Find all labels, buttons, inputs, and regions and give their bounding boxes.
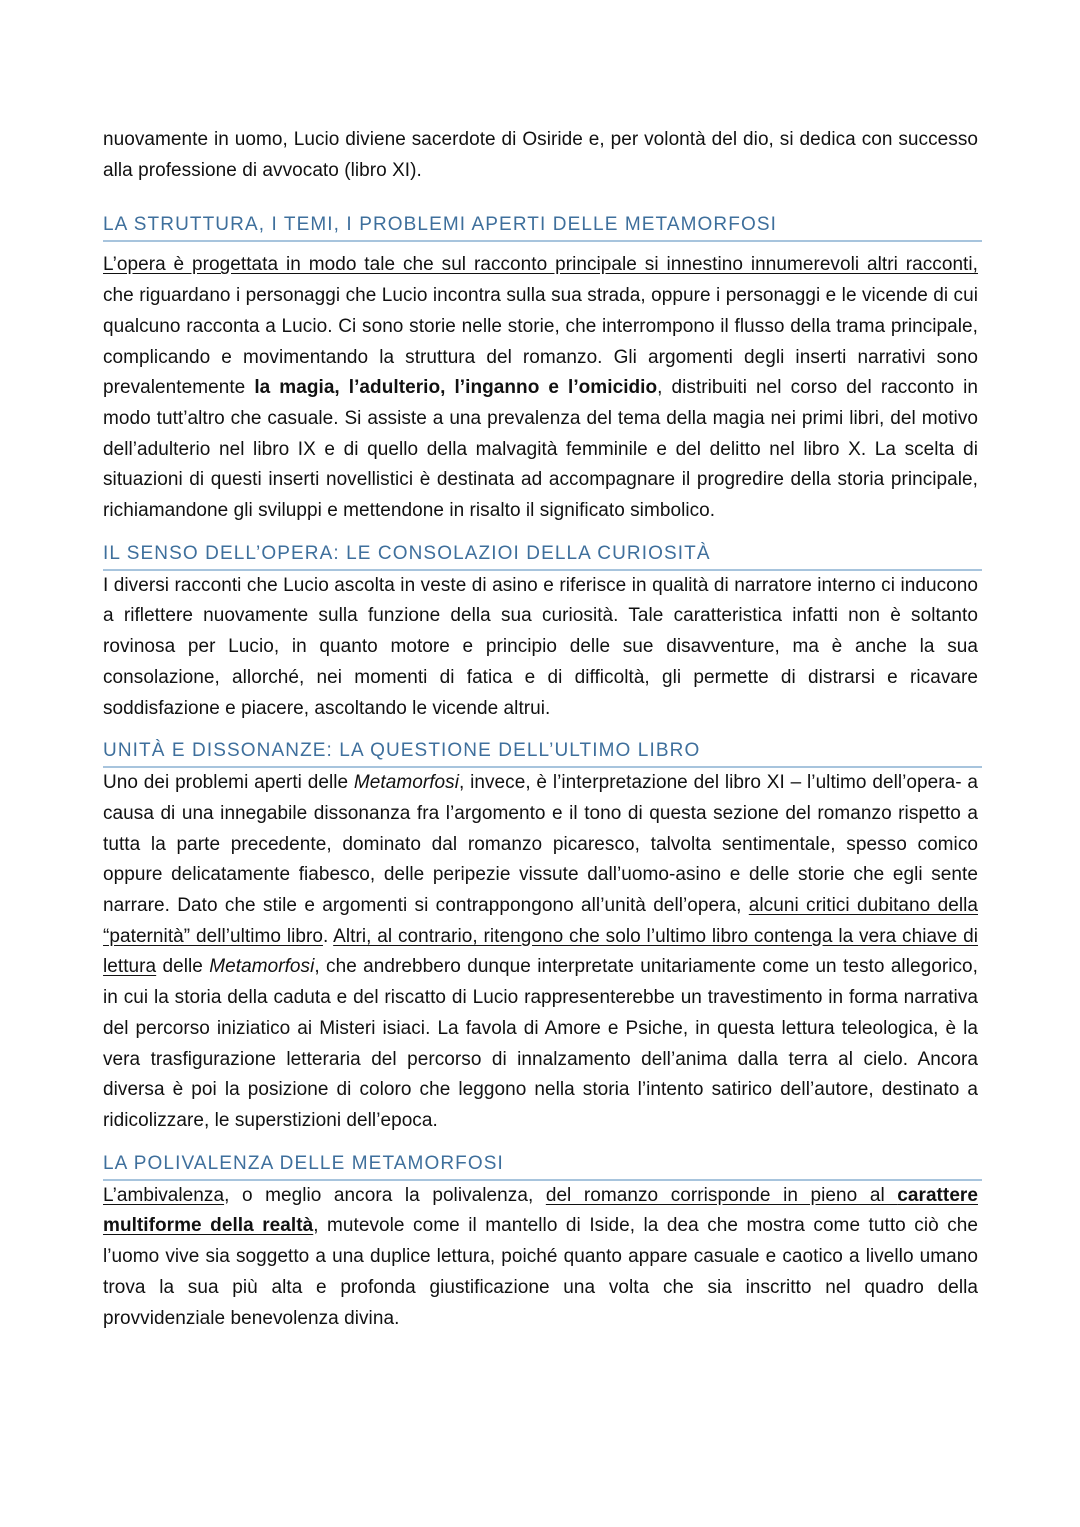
text-run: I diversi racconti che Lucio ascolta in veste di asino e riferisce in qualità di narratore interno ci inducono a riflettere nuovamente sulla funzione della sua curiosità. Tale caratteristica infatti non è soltanto rovinosa per Lucio, in quanto motore e principio delle sue disavventure, ma è anche la sua consolazione, allorché, nei momenti di fatica e di difficoltà, gli permette di distrarsi e ricavare soddisfazione e piacere, ascoltando le vicende altrui. [103,574,978,719]
section-paragraph-unita [103,768,978,1136]
intro-paragraph [103,125,978,186]
section-heading-struttura [103,212,982,242]
text-run: . [323,925,334,947]
text-run: delle [156,956,210,978]
underlined-text: L’opera è progettata in modo tale che sul racconto principale si innestino innumerevoli altri racconti, [103,254,978,276]
section-title: UNITÀ E DISSONANZE: LA QUESTIONE DELL’ULTIMO LIBRO [103,740,701,762]
italic-text: Metamorfosi [353,772,459,794]
text-run: , distribuiti nel corso del racconto in modo tutt’altro che casuale. Si assiste a una prevalenza del tema della magia nei primi libri, del motivo dell’adulterio nel libro IX e di quello della malvagità femminile e del delitto nel libro X. La scelta di situazioni di questi inserti novellistici è destinata ad accompagnare il progredire della storia principale, richiamandone gli sviluppi e mettendone in risalto il significato simbolico. [103,377,978,522]
text-run: Uno dei problemi aperti delle [103,772,354,794]
text-run: che riguardano i personaggi che Lucio incontra sulla sua strada, oppure i personaggi e le vicende di cui qualcuno racconta a Lucio. Ci sono storie nelle storie, che interrompono il flusso della trama principale, complicando e movimentando la struttura del romanzo. Gli argomenti degli inserti narrativi sono prevalentemente [103,285,978,399]
italic-text: Metamorfosi [209,956,315,978]
underlined-text: Altri, al contrario, ritengono che solo l’ultimo libro contenga la vera chiave di lettura [103,925,978,978]
text-run: , o meglio ancora la polivalenza, [224,1184,546,1206]
underlined-text: del romanzo corrisponde in pieno al [545,1184,898,1206]
section-heading-unita [103,738,982,768]
section-title: LA STRUTTURA, I TEMI, I PROBLEMI APERTI DELLE METAMORFOSI [103,214,777,236]
section-title: IL SENSO DELL’OPERA: LE CONSOLAZIOI DELLA CURIOSITÀ [103,542,711,564]
bold-underlined-text: carattere multiforme della realtà [103,1184,978,1237]
text-run: , che andrebbero dunque interpretate unitariamente come un testo allegorico, in cui la storia della caduta e del riscatto di Lucio rappresenterebbe un travestimento in forma narrativa del percorso iniziatico ai Misteri isiaci. La favola di Amore e Psiche, in questa lettura teleologica, è la vera trasfigurazione letteraria del percorso di innalzamento dell’anima dalla terra al cielo. Ancora diversa è poi la posizione di coloro che leggono nella storia l’intento satirico dell’autore, destinato a ridicolizzare, le superstizioni dell’epoca. [103,956,978,1131]
section-paragraph-struttura [103,250,978,526]
section-heading-polivalenza [103,1151,982,1181]
underlined-text: L’ambivalenza [103,1184,225,1206]
underlined-text: alcuni critici dubitano della “paternità” dell’ultimo libro [103,895,978,947]
text-run: nuovamente in uomo, Lucio diviene sacerdote di Osiride e, per volontà del dio, si dedica con successo alla professione di avvocato (libro XI). [103,129,978,181]
section-paragraph-senso [103,571,978,725]
section-title: LA POLIVALENZA DELLE METAMORFOSI [103,1152,504,1174]
section-paragraph-polivalenza [103,1181,978,1335]
text-run: , mutevole come il mantello di Iside, la dea che mostra come tutto ciò che l’uomo vive sia soggetto a una duplice lettura, poiché quanto appare casuale e caotico a livello umano trova la sua più alta e profonda giustificazione una volta che sia inscritto nel quadro della provvidenziale benevolenza divina. [103,1215,978,1329]
bold-text: la magia, l’adulterio, l’inganno e l’omicidio [254,377,658,399]
text-run: , invece, è l’interpretazione del libro XI – l’ultimo dell’opera- a causa di una innegabile dissonanza fra l’argomento e il tono di questa sezione del romanzo rispetto a tutta la parte precedente, dominato dal romanzo picaresco, talvolta sentimentale, spesso comico oppure delicatamente fiabesco, delle peripezie vissute dall’uomo-asino e delle storie che egli sente narrare. Dato che stile e argomenti si contrappongono all’unità dell’opera, [103,772,978,917]
section-heading-senso [103,541,982,571]
